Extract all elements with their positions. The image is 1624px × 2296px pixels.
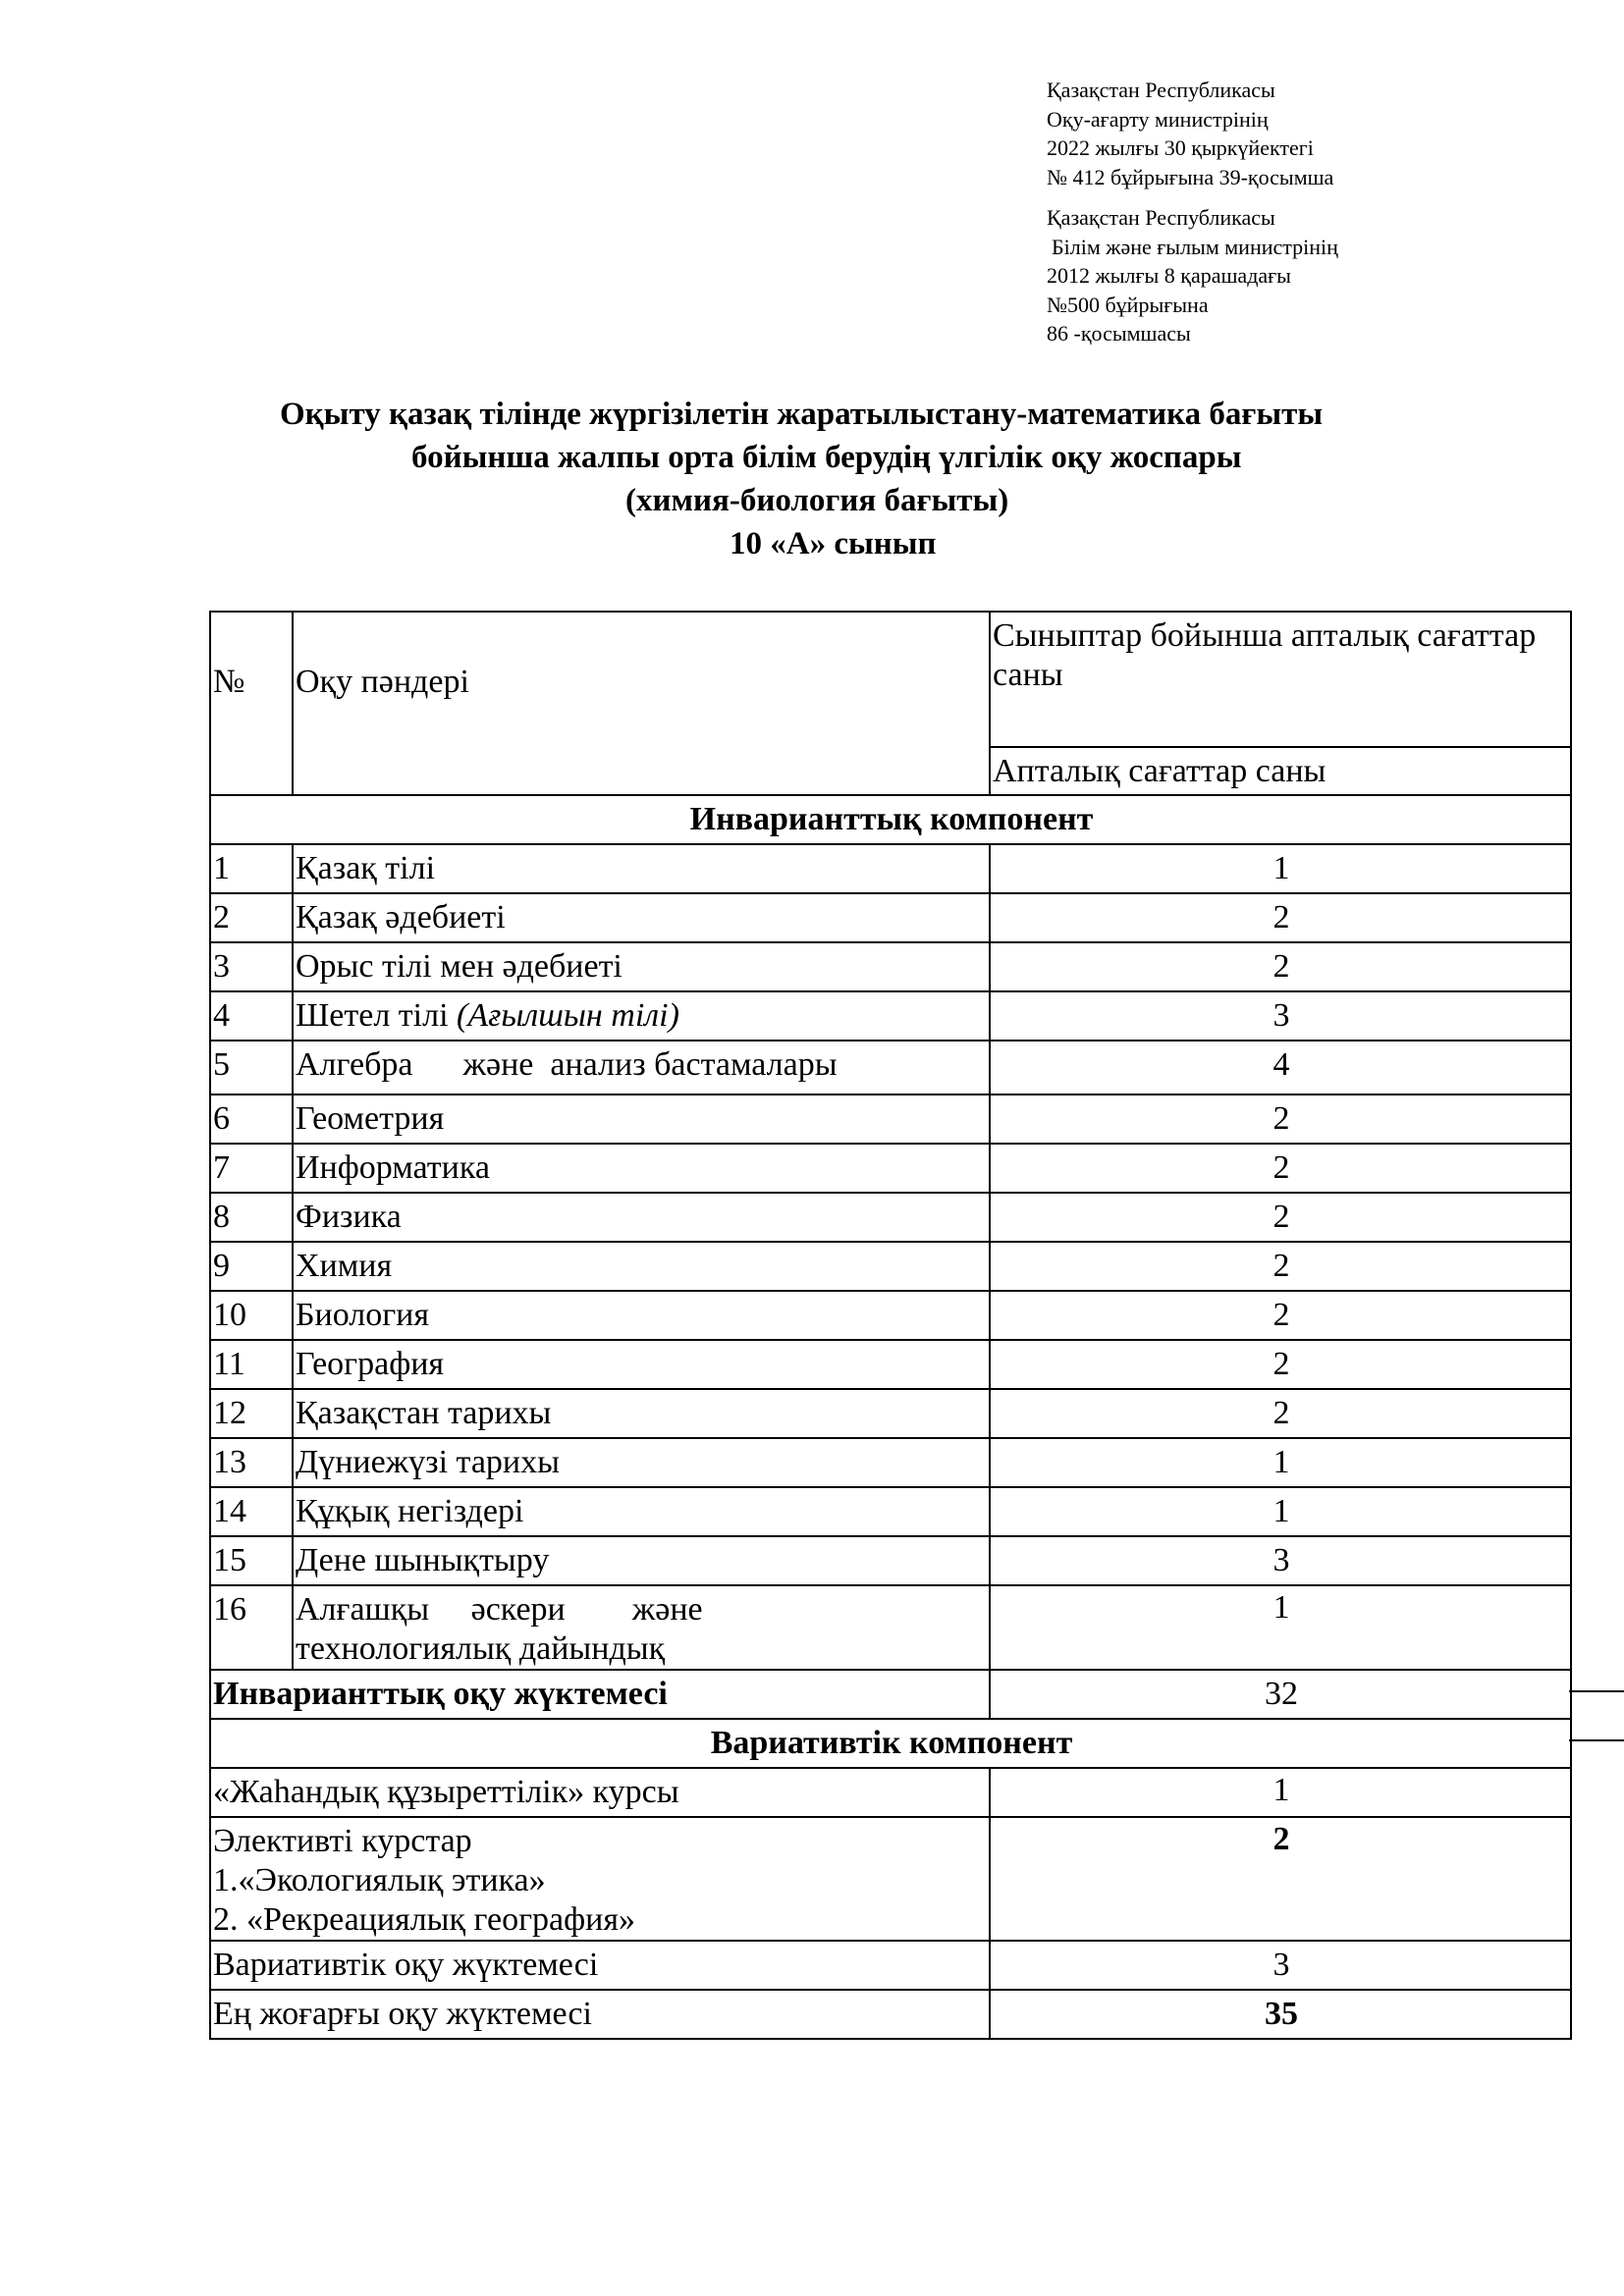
row-number: 1 [210, 844, 293, 893]
table-row [210, 1193, 1571, 1242]
table-row [210, 1438, 1571, 1487]
table-line-extension [1569, 1739, 1624, 1741]
variative-total-label: Вариативтік оқу жүктемесі [210, 1941, 990, 1990]
annotation-line: Қазақстан Республикасы [1047, 78, 1275, 102]
elective-courses [210, 1817, 990, 1941]
row-subject: Қазақ тілі [293, 844, 990, 893]
table-row [210, 893, 1571, 942]
header-hours-group: Сыныптар бойынша апталық сағаттар саны [990, 612, 1571, 747]
title-line-1: Оқыту қазақ тілінде жүргізілетін жаратылыстану-математика бағыты [280, 397, 1324, 432]
invariant-total-label: Инварианттық оқу жүктемесі [210, 1670, 990, 1719]
table-row [210, 1242, 1571, 1291]
row-hours: 2 [990, 1193, 1571, 1242]
row-subject: Құқық негіздері [293, 1487, 990, 1536]
annotation-line: Оқу-ағарту министрінің [1047, 106, 1269, 132]
document-title [118, 393, 1624, 565]
row-number: 15 [210, 1536, 293, 1585]
row-hours: 2 [990, 1340, 1571, 1389]
curriculum-table [209, 611, 1572, 2040]
row-number: 2 [210, 893, 293, 942]
row-subject: Физика [293, 1193, 990, 1242]
global-course-label: «Жаһандық құзыреттілік» курсы [210, 1768, 990, 1817]
header-hours-sub: Апталық сағаттар саны [990, 747, 1571, 795]
row-hours: 1 [990, 844, 1571, 893]
table-row [210, 1041, 1571, 1095]
table-row [210, 1768, 1571, 1817]
row-hours: 3 [990, 1536, 1571, 1585]
title-line-2: бойынша жалпы орта білім берудің үлгілік оқу жоспары [411, 440, 1242, 475]
annotation-line: 2022 жылғы 30 қыркүйектегі [1047, 135, 1314, 160]
row-number: 7 [210, 1144, 293, 1193]
row-hours: 1 [990, 1487, 1571, 1536]
table-row [210, 1389, 1571, 1438]
table-row [210, 1817, 1571, 1941]
elective-item: 2. «Рекреациялық география» [213, 1901, 636, 1938]
header-subject: Оқу пәндері [293, 612, 990, 795]
approval-annotation-2 [1047, 203, 1338, 348]
row-number: 5 [210, 1041, 293, 1095]
row-subject: Биология [293, 1291, 990, 1340]
table-line-extension [1569, 1690, 1624, 1692]
section-row [210, 1719, 1571, 1768]
row-subject: Химия [293, 1242, 990, 1291]
max-total-label: Ең жоғарғы оқу жүктемесі [210, 1990, 990, 2039]
annotation-line: Қазақстан Республикасы [1047, 205, 1275, 230]
row-number: 3 [210, 942, 293, 991]
row-number: 6 [210, 1095, 293, 1144]
header-number: № [210, 612, 293, 795]
row-subject: Алгебра және анализ бастамалары [293, 1041, 990, 1095]
row-hours: 2 [990, 942, 1571, 991]
max-total-value: 35 [990, 1990, 1571, 2039]
subject-line: Алғашқы әскери және [296, 1591, 703, 1628]
table-row [210, 844, 1571, 893]
row-hours: 2 [990, 1389, 1571, 1438]
annotation-line: 2012 жылғы 8 қарашадағы [1047, 263, 1291, 288]
row-hours: 2 [990, 893, 1571, 942]
row-number: 9 [210, 1242, 293, 1291]
global-course-hours: 1 [990, 1768, 1571, 1817]
row-subject: Дене шынықтыру [293, 1536, 990, 1585]
table-row [210, 1291, 1571, 1340]
elective-label: Элективті курстар [213, 1823, 472, 1859]
table-row [210, 1487, 1571, 1536]
annotation-line: 86 -қосымшасы [1047, 321, 1191, 346]
table-row [210, 1585, 1571, 1670]
row-subject: Қазақстан тарихы [293, 1389, 990, 1438]
row-hours: 2 [990, 1291, 1571, 1340]
row-subject [293, 991, 990, 1041]
invariant-section-title: Инварианттық компонент [210, 795, 1571, 844]
invariant-total-row [210, 1670, 1571, 1719]
section-row [210, 795, 1571, 844]
row-subject: Орыс тілі мен әдебиеті [293, 942, 990, 991]
annotation-line: №500 бұйрығына [1047, 292, 1209, 317]
row-subject: География [293, 1340, 990, 1389]
annotation-line: № 412 бұйрығына 39-қосымша [1047, 164, 1334, 189]
row-hours: 3 [990, 991, 1571, 1041]
elective-item: 1.«Экологиялық этика» [213, 1862, 546, 1898]
row-subject: Геометрия [293, 1095, 990, 1144]
approval-annotation-1 [1047, 76, 1333, 191]
max-total-row [210, 1990, 1571, 2039]
title-line-3: (химия-биология бағыты) [625, 483, 1009, 518]
table-row [210, 1095, 1571, 1144]
row-hours: 4 [990, 1041, 1571, 1095]
row-number: 10 [210, 1291, 293, 1340]
row-subject: Қазақ әдебиеті [293, 893, 990, 942]
row-subject: Информатика [293, 1144, 990, 1193]
row-hours: 2 [990, 1242, 1571, 1291]
subject-line: технологиялық дайындық [296, 1630, 666, 1667]
row-hours: 2 [990, 1144, 1571, 1193]
row-subject [293, 1585, 990, 1670]
elective-hours: 2 [990, 1817, 1571, 1941]
variative-section-title: Вариативтік компонент [210, 1719, 1571, 1768]
row-number: 14 [210, 1487, 293, 1536]
row-number: 8 [210, 1193, 293, 1242]
variative-total-value: 3 [990, 1941, 1571, 1990]
annotation-line: Білім және ғылым министрінің [1052, 234, 1338, 259]
row-number: 4 [210, 991, 293, 1041]
variative-total-row [210, 1941, 1571, 1990]
invariant-total-value: 32 [990, 1670, 1571, 1719]
table-row [210, 1536, 1571, 1585]
table-row [210, 1340, 1571, 1389]
table-row [210, 942, 1571, 991]
row-number: 13 [210, 1438, 293, 1487]
subject-language: (Ағылшын тілі) [457, 997, 679, 1034]
table-row [210, 991, 1571, 1041]
row-hours: 1 [990, 1438, 1571, 1487]
row-number: 16 [210, 1585, 293, 1670]
row-number: 12 [210, 1389, 293, 1438]
title-line-4: 10 «А» сынып [730, 526, 937, 561]
table-row [210, 1144, 1571, 1193]
subject-text: Шетел тілі [296, 997, 458, 1034]
table-header-row [210, 612, 1571, 747]
row-number: 11 [210, 1340, 293, 1389]
row-hours: 1 [990, 1585, 1571, 1670]
row-subject: Дүниежүзі тарихы [293, 1438, 990, 1487]
row-hours: 2 [990, 1095, 1571, 1144]
